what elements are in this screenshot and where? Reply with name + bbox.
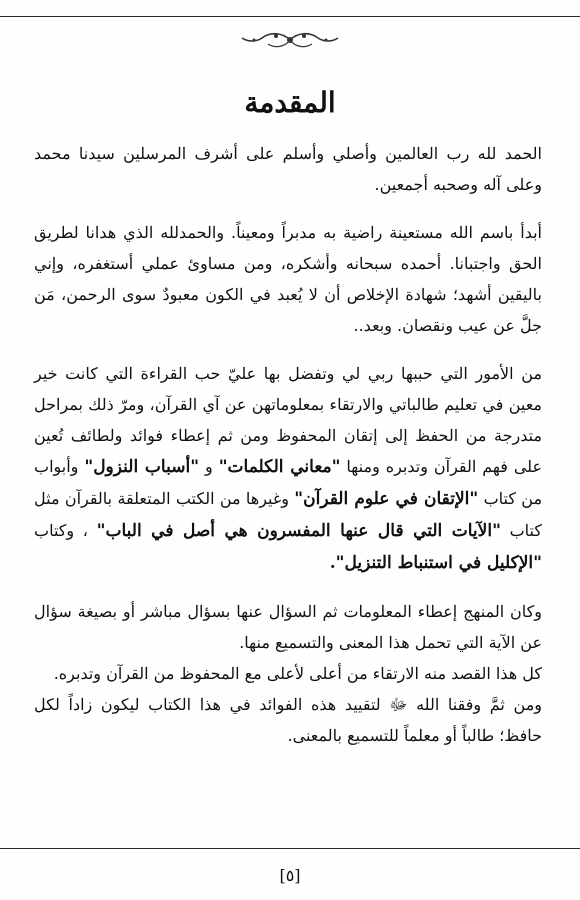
body-text <box>34 138 542 751</box>
bottom-rule <box>0 848 580 849</box>
paragraph: ومن ثمَّ وفقنا الله ﷻ لتقييد هذه الفوائد في هذا الكتاب ليكون زاداً لكل حافظ؛ طالباً أو معلماً للتسميع بالمعنى. <box>34 695 542 745</box>
paragraph-text: وغيرها من الكتب المتعلقة بالقرآن مثل كتاب <box>34 489 542 540</box>
book-title: "أسباب النزول" <box>84 457 200 477</box>
paragraph: وكان المنهج إعطاء المعلومات ثم السؤال عنها بسؤال مباشر أو بصيغة سؤال عن الآية التي تحمل هذا المعنى والتسميع منها. <box>34 602 542 652</box>
paragraph: الحمد لله رب العالمين وأصلي وأسلم على أشرف المرسلين سيدنا محمد وعلى آله وصحبه أجمعين. <box>34 144 542 194</box>
top-rule <box>0 16 580 17</box>
book-title: "الإكليل في استنباط التنزيل". <box>329 553 542 573</box>
page-title: المقدمة <box>244 86 336 119</box>
paragraph-text: ، وكتاب <box>34 521 88 540</box>
floral-ornament-icon <box>240 28 340 52</box>
book-title: "الآيات التي قال عنها المفسرون هي أصل في الباب" <box>96 521 501 541</box>
book-title: "الإتقان في علوم القرآن" <box>294 489 479 509</box>
paragraph-text: من الأمور التي حببها ربي لي وتفضل بها عليّ حب القراءة التي كانت خير معين في تعليم طالباتي والارتقاء بمعلوماتهن عن آي القرآن، ومرّ ذلك بمراحل متدرجة من الحفظ إلى إتقان المحفوظ ومن ثم إعطاء فوائد ولطائف تُعين على فهم القرآن وتدبره ومنها <box>34 364 543 476</box>
paragraph-text: وأبواب من كتاب <box>34 457 543 508</box>
paragraph <box>34 358 542 579</box>
book-title: "معاني الكلمات" <box>218 457 341 477</box>
page-number: [٥] <box>279 866 301 885</box>
paragraph: أبدأ باسم الله مستعينة راضية به مدبراً ومعيناً. والحمدلله الذي هدانا لطريق الحق واجتبانا. أحمده سبحانه وأشكره، ومن مساوئ عملي أستغفره، وإني باليقين أشهد؛ شهادة الإخلاص أن لا يُعبد في الكون معبودٌ سوى الرحمن، مَن جلَّ عن عيب ونقصان. وبعد.. <box>34 223 542 335</box>
paragraph-text: و <box>205 457 213 476</box>
paragraph: كل هذا القصد منه الارتقاء من أعلى لأعلى مع المحفوظ من القرآن وتدبره. <box>53 664 542 683</box>
